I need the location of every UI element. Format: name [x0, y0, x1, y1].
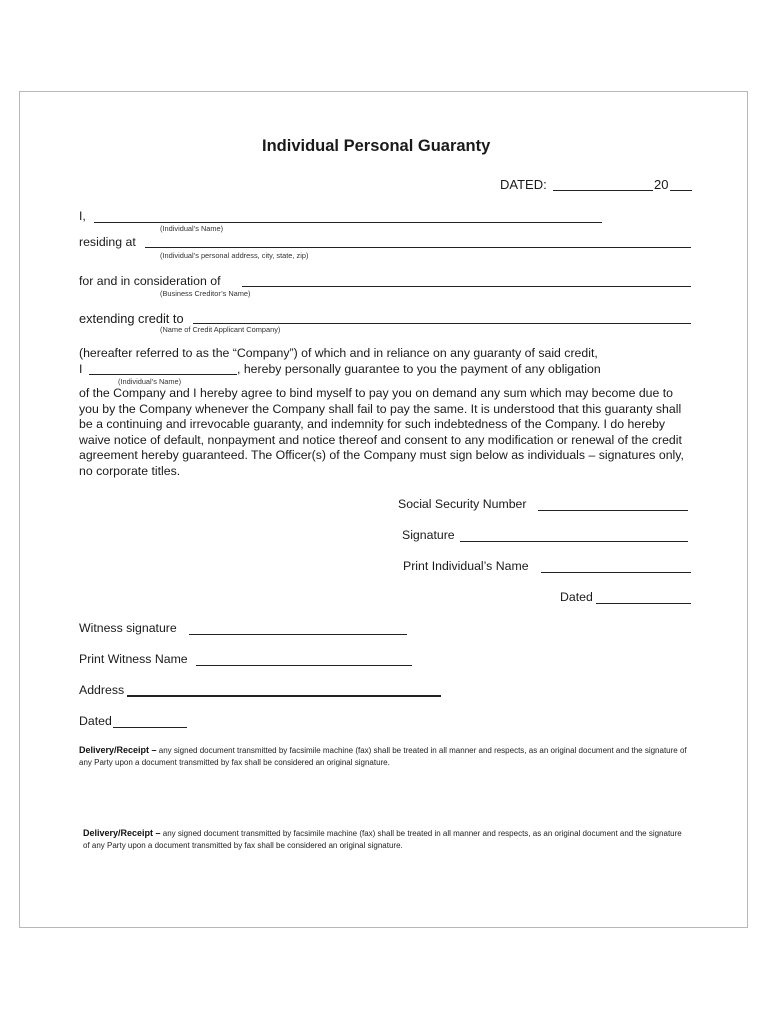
print-name-label: Print Individual’s Name [403, 559, 529, 573]
residing-label: residing at [79, 235, 136, 249]
print-name-field[interactable] [541, 572, 691, 573]
document-title: Individual Personal Guaranty [262, 137, 491, 155]
applicant-caption: (Name of Credit Applicant Company) [160, 325, 281, 334]
creditor-caption: (Business Creditor’s Name) [160, 289, 251, 298]
dated-year-blank[interactable] [670, 190, 692, 191]
individual-name-field[interactable] [94, 222, 602, 223]
witness-address-label: Address [79, 683, 125, 697]
witness-signature-label: Witness signature [79, 621, 177, 635]
witness-dated-field[interactable] [113, 727, 187, 728]
dated-blank[interactable] [553, 190, 653, 191]
consideration-label: for and in consideration of [79, 274, 221, 288]
signature-label: Signature [402, 528, 455, 542]
note-heading: Delivery/Receipt – [83, 828, 161, 838]
address-field[interactable] [145, 247, 691, 248]
dated-year: 20 [654, 177, 669, 192]
guarantor-name-field[interactable] [89, 374, 237, 375]
witness-print-name-label: Print Witness Name [79, 652, 188, 666]
signer-dated-label: Dated [560, 590, 593, 604]
creditor-name-field[interactable] [242, 286, 691, 287]
witness-print-name-field[interactable] [196, 665, 412, 666]
note-text: any signed document transmitted by facsimile machine (fax) shall be treated in all manner and respects, as an original document and the signature of any Party upon a document transmitted by fax shall be considered an original signature. [79, 746, 687, 767]
applicant-company-field[interactable] [193, 323, 691, 324]
address-caption: (Individual’s personal address, city, state, zip) [160, 251, 309, 260]
ssn-field[interactable] [538, 510, 688, 511]
i-label: I, [79, 209, 86, 223]
witness-dated-label: Dated [79, 714, 112, 728]
witness-address-field[interactable] [127, 695, 441, 697]
note-text: any signed document transmitted by facsimile machine (fax) shall be treated in all manner and respects, as an original document and the signature of any Party upon a document transmitted by fax shall be considered an original signature. [83, 829, 682, 850]
dated-label: DATED: [500, 177, 547, 192]
witness-signature-field[interactable] [189, 634, 407, 635]
note-heading: Delivery/Receipt – [79, 745, 157, 755]
signer-dated-field[interactable] [596, 603, 691, 604]
delivery-receipt-note-1 [79, 745, 691, 768]
delivery-receipt-note-2 [83, 828, 687, 851]
guarantor-name-caption: (Individual’s Name) [118, 377, 182, 386]
body-line-2-start: I [79, 362, 83, 376]
body-line-2-end: , hereby personally guarantee to you the payment of any obligation [237, 362, 601, 376]
signature-field[interactable] [460, 541, 688, 542]
guaranty-paragraph: of the Company and I hereby agree to bind myself to pay you on demand any sum which may become due to you by the Company whenever the Company shall fail to pay the same. It is understood that this guaranty shall be a continuing and irrevocable guaranty, and indemnity for such indebtedness of the Company. I do hereby waive notice of default, nonpayment and notice thereof and consent to any modification or renewal of the credit agreement hereby guaranteed. The Officer(s) of the Company must sign below as individuals – signatures only, no corporate titles. [79, 386, 684, 478]
ssn-label: Social Security Number [398, 497, 527, 511]
individual-name-caption: (Individual’s Name) [160, 224, 224, 233]
body-line-1: (hereafter referred to as the “Company”) of which and in reliance on any guaranty of said credit, [79, 346, 598, 360]
extending-label: extending credit to [79, 311, 184, 326]
